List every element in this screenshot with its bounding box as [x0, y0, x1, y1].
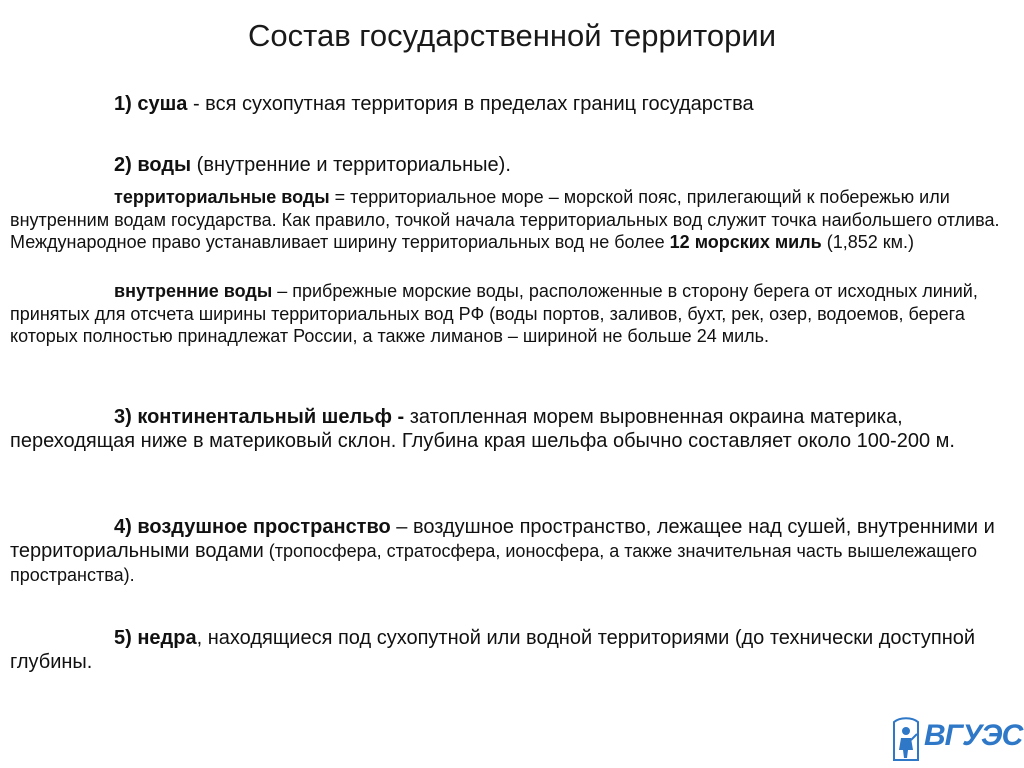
item-territorial-waters: [10, 186, 1005, 254]
territorial-waters-text: = территориальное море – морской пояс, прилегающий к побережью или внутренним водам государства. Как правило, точкой начала территориальных вод служит точка наибольшего отлива. Международное право устанавливает ширину территориальных вод не более: [10, 187, 1000, 252]
logo-text: ВГУЭС: [924, 719, 1023, 752]
university-logo: [890, 716, 1023, 764]
item-land-term: 1) суша: [114, 93, 188, 115]
item-airspace-text: – воздушное пространство, лежащее над сушей, внутренними и территориальными водами: [10, 516, 995, 562]
internal-waters-term: внутренние воды: [114, 281, 273, 301]
page-title: Состав государственной территории: [247, 18, 777, 53]
item-subsoil-term: 5) недра: [114, 627, 197, 649]
item-airspace: [10, 515, 1005, 587]
item-waters: [10, 153, 1005, 177]
territorial-waters-tail: (1,852 км.): [821, 232, 915, 252]
item-subsoil: [10, 626, 1005, 674]
item-subsoil-text: , находящиеся под сухопутной или водной территориями (до технически доступной глубины.: [10, 627, 976, 673]
item-airspace-term: 4) воздушное пространство: [114, 516, 391, 538]
internal-waters-text: – прибрежные морские воды, расположенные в сторону берега от исходных линий, принятых для отсчета ширины территориальных вод РФ (воды портов, заливов, бухт, рек, озер, водоемов, берега которых полностью принадлежат России, а также лиманов – шириной не больше 24 миль.: [10, 281, 978, 346]
item-land: [10, 92, 1005, 116]
item-shelf-term: 3) континентальный шельф -: [114, 406, 405, 428]
item-internal-waters: [10, 280, 1005, 348]
item-waters-term: 2) воды: [114, 154, 192, 176]
territorial-waters-term: территориальные воды: [114, 187, 330, 207]
logo-emblem-icon: [890, 716, 924, 764]
item-airspace-note: (тропосфера, стратосфера, ионосфера, а также значительная часть вышележащего пространства).: [10, 541, 978, 585]
item-land-text: - вся сухопутная территория в пределах границ государства: [187, 93, 754, 115]
item-shelf: [10, 405, 1005, 453]
territorial-waters-emphasis: 12 морских миль: [669, 232, 822, 252]
item-shelf-text: затопленная морем выровненная окраина материка, переходящая ниже в материковый склон. Глубина края шельфа обычно составляет около 100-200 м.: [10, 406, 955, 452]
item-waters-text: (внутренние и территориальные).: [191, 154, 511, 176]
